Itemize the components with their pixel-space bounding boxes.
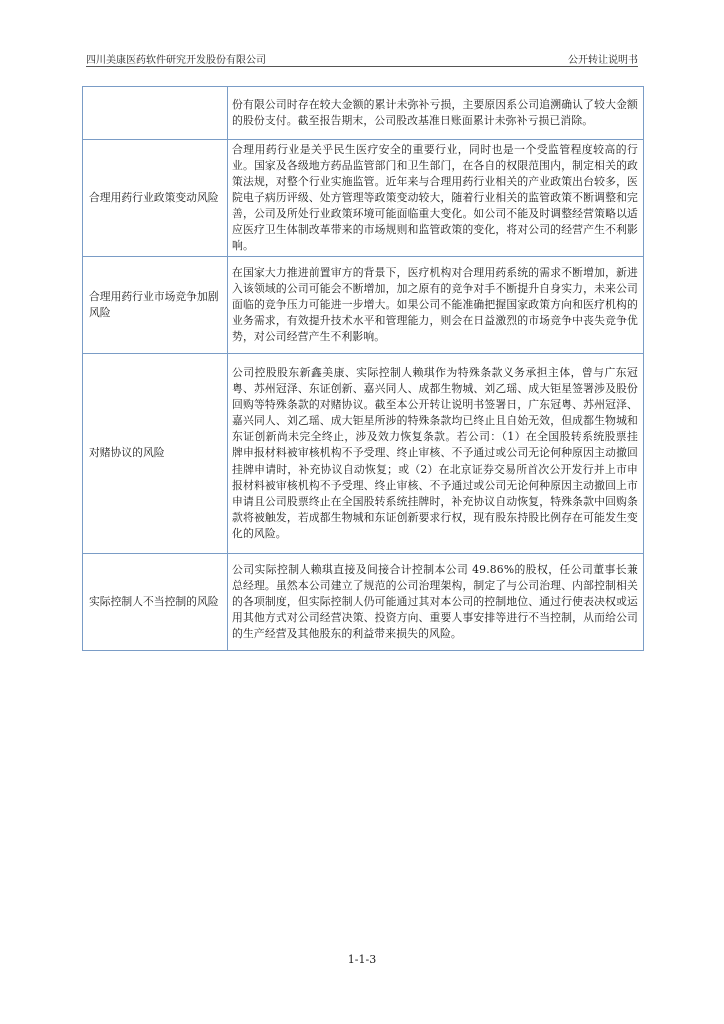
risk-name xyxy=(83,87,228,140)
risk-description: 在国家大力推进前置审方的背景下，医疗机构对合理用药系统的需求不断增加，新进入该领域的公司可能会不断增加，加之原有的竞争对手不断提升自身实力，未来公司面临的竞争压力可能进一步增大。如果公司不能准确把握国家政策方向和医疗机构的业务需求，有效提升技术水平和管理能力，则会在日益激烈的市场竞争中丧失竞争优势，对公司经营产生不利影响。 xyxy=(228,257,644,354)
risk-name: 合理用药行业市场竞争加剧风险 xyxy=(83,257,228,354)
table-row xyxy=(83,140,644,257)
risk-name: 实际控制人不当控制的风险 xyxy=(83,554,228,651)
page-header xyxy=(86,49,638,65)
table-row xyxy=(83,354,644,554)
risk-description: 公司实际控制人赖琪直接及间接合计控制本公司 49.86%的股权，任公司董事长兼总经理。虽然本公司建立了规范的公司治理架构，制定了与公司治理、内部控制相关的各项制度，但实际控制人仍可能通过其对本公司的控制地位、通过行使表决权或运用其他方式对公司经营决策、投资方向、重要人事安排等进行不当控制，从而给公司的生产经营及其他股东的利益带来损失的风险。 xyxy=(228,554,644,651)
risk-description: 份有限公司时存在较大金额的累计未弥补亏损，主要原因系公司追溯确认了较大金额的股份支付。截至报告期末，公司股改基准日账面累计未弥补亏损已消除。 xyxy=(228,87,644,140)
table-row xyxy=(83,87,644,140)
table-row xyxy=(83,554,644,651)
risk-factors-table xyxy=(82,86,644,651)
risk-description: 公司控股股东新鑫美康、实际控制人赖琪作为特殊条款义务承担主体，曾与广东冠粤、苏州冠泽、东证创新、嘉兴同人、成都生物城、刘乙瑶、成大钜星签署涉及股份回购等特殊条款的对赌协议。截至本公开转让说明书签署日，广东冠粤、苏州冠泽、嘉兴同人、刘乙瑶、成大钜星所涉的特殊条款均已终止且自始无效，但成都生物城和东证创新尚未完全终止，涉及效力恢复条款。若公司：（1）在全国股转系统股票挂牌申报材料被审核机构不予受理、终止审核、不予通过或公司无论何种原因主动撤回挂牌申请时，补充协议自动恢复；或（2）在北京证券交易所首次公开发行并上市申报材料被审核机构不予受理、终止审核、不予通过或公司无论何种原因主动撤回上市申请且公司股票终止在全国股转系统挂牌时，补充协议自动恢复，特殊条款中回购条款将被触发，若成都生物城和东证创新要求行权，现有股东持股比例存在可能发生变化的风险。 xyxy=(228,354,644,554)
document-type: 公开转让说明书 xyxy=(568,55,638,66)
risk-description: 合理用药行业是关乎民生医疗安全的重要行业，同时也是一个受监管程度较高的行业。国家及各级地方药品监管部门和卫生部门，在各自的权限范围内，制定相关的政策法规，对整个行业实施监管。近年来与合理用药行业相关的产业政策出台较多，医院电子病历评级、处方管理等政策变动较大，随着行业相关的监管政策不断调整和完善，公司及所处行业政策环境可能面临重大变化。如公司不能及时调整经营策略以适应医疗卫生体制改革带来的市场规则和监管政策的变化，将对公司的经营产生不利影响。 xyxy=(228,140,644,257)
page-number: 1-1-3 xyxy=(347,953,377,966)
table-row xyxy=(83,257,644,354)
company-name: 四川美康医药软件研究开发股份有限公司 xyxy=(86,55,266,66)
risk-name: 对赌协议的风险 xyxy=(83,354,228,554)
risk-name: 合理用药行业政策变动风险 xyxy=(83,140,228,257)
header-divider xyxy=(86,66,638,67)
